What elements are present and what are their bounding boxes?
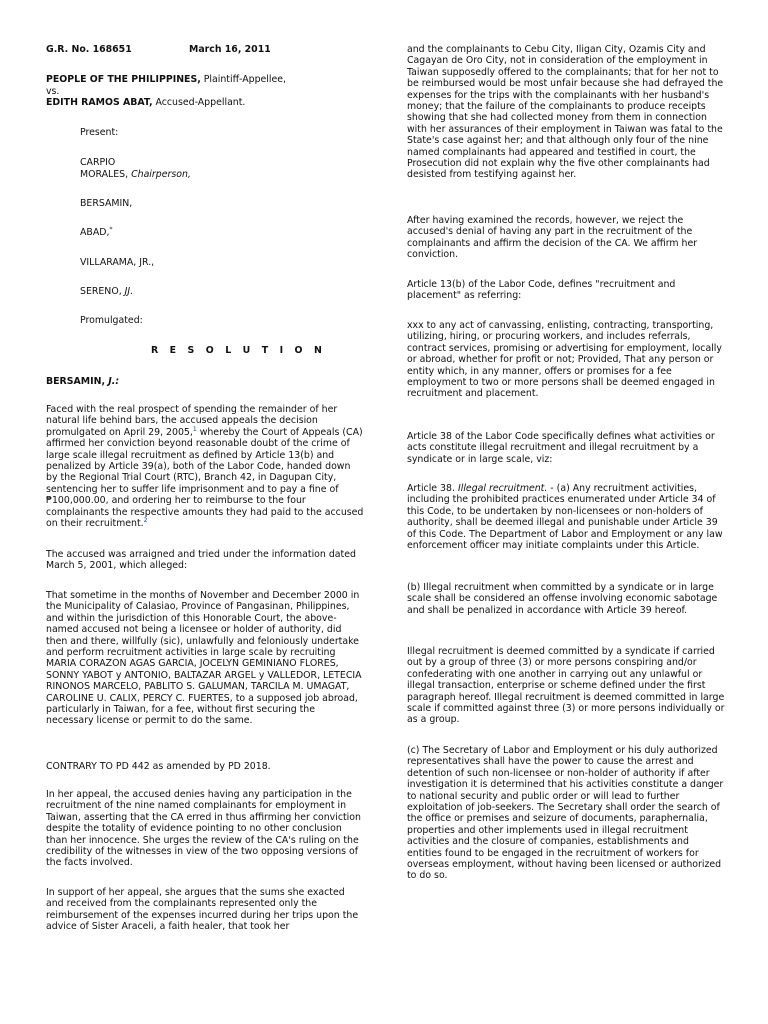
- right-paragraph-3: Article 13(b) of the Labor Code, defines "recruitment and placement" as referring:: [407, 279, 676, 302]
- justice-abad: ABAD,: [80, 227, 110, 238]
- left-p1-text-b: whereby the Court of Appeals (CA) affirmed her conviction beyond reasonable doubt of the crime of large scale illegal recruitment as defined by Article 13(b) and penalized by Article 39(a), both of the Labor Code, handed down by the Regional Trial Court (RTC), Branch 42, in Dagupan City, sentencing her to suffer life imprisonment and to pay a fine of ₱100,000.00, and ordering her to reimburse to the four complainants the respective amounts they had paid to the accused on their recruitment.: [46, 426, 364, 530]
- footnote-2-link[interactable]: 2: [143, 516, 148, 524]
- right-paragraph-1: and the complainants to Cebu City, Iligan City, Ozamis City and Cagayan de Oro City, not in consideration of the employment in Taiwan supposedly offered to the complainants; that for her not to be reimbursed would be most unfair because she had defrayed the expenses for the trips with the complainants with her husband's money; that the failure of the complainants to produce receipts showing that she had collected money from them in connection with her assurances of their employment in Taiwan was fatal to the State's case against her; and that although only four of the nine named complainants had appeared and testified in court, the Prosecution did not explain why the five other complainants had desisted from testifying against her.: [407, 44, 724, 181]
- jj-suffix: JJ.: [124, 286, 134, 297]
- right-paragraph-9: (c) The Secretary of Labor and Employment or his duly authorized representatives shall have the power to cause the arrest and detention of such non-licensee or non-holder of authority if after investigation it is determined that his activities constitute a danger to national security and public order or will lead to further exploitation of job-seekers. The Secretary shall order the search of the office or premises and seizure of documents, paraphernalia, properties and other implements used in illegal recruitment activities and the closure of companies, establishments and entities found to be engaged in the recruitment of workers for overseas employment, without having been licensed or authorized to do so.: [407, 745, 724, 882]
- footnote-1-link[interactable]: 1: [192, 425, 197, 433]
- case-number: G.R. No. 168651: [46, 44, 132, 55]
- justice-abad-line: [80, 227, 360, 238]
- justice-villarama: VILLARAMA, JR.,: [80, 257, 155, 268]
- ponente-suffix: J.:: [108, 376, 120, 387]
- justice-sereno: SERENO,: [80, 286, 125, 297]
- present-label: Present:: [80, 127, 119, 138]
- right-paragraph-7: (b) Illegal recruitment when committed by a syndicate or in large scale shall be considered an offense involving economic sabotage and shall be penalized in accordance with Article 39 hereof.: [407, 582, 718, 616]
- left-paragraph-5: In her appeal, the accused denies having any participation in the recruitment of the nine named complainants for employment in Taiwan, asserting that the CA erred in thus affirming her conviction despite the totality of evidence pointing to no other conclusion than her innocence. She urges the review of the CA's ruling on the credibility of the witnesses in view of the two opposing versions of the facts involved.: [46, 789, 361, 869]
- justice-carpio-line1: CARPIO: [80, 157, 116, 168]
- case-date: March 16, 2011: [189, 44, 271, 55]
- justice-carpio-morales: MORALES,: [80, 169, 132, 180]
- ponente-name: BERSAMIN,: [46, 376, 109, 387]
- promulgated-label: Promulgated:: [80, 315, 143, 326]
- defendant-role: Accused-Appellant.: [152, 97, 246, 108]
- justice-bersamin: BERSAMIN,: [80, 198, 133, 209]
- article-38-title: Illegal recruitment.: [457, 483, 548, 494]
- right-paragraph-4: xxx to any act of canvassing, enlisting, contracting, transporting, utilizing, hiring, or procuring workers, and includes referrals, contract services, promising or advertising for employment, locally or abroad, whether for profit or not; Provided, That any person or entity which, in any manner, offers or promises for a fee employment to two or more persons shall be deemed engaged in recruitment and placement.: [407, 320, 722, 400]
- left-paragraph-4: CONTRARY TO PD 442 as amended by PD 2018.: [46, 761, 271, 772]
- defendant-line: [46, 97, 376, 108]
- defendant-name: EDITH RAMOS ABAT,: [46, 97, 153, 108]
- right-paragraph-6: [407, 483, 725, 551]
- left-paragraph-1: [46, 404, 364, 529]
- ponente-line: [46, 376, 119, 387]
- chairperson-title: Chairperson,: [131, 169, 191, 180]
- right-paragraph-2: After having examined the records, however, we reject the accused's denial of having any part in the recruitment of the complainants and affirm the decision of the CA. We affirm her conviction.: [407, 215, 698, 261]
- right-paragraph-5: Article 38 of the Labor Code specifically defines what activities or acts constitute illegal recruitment and illegal recruitment by a syndicate or in large scale, viz:: [407, 431, 715, 465]
- left-paragraph-2: The accused was arraigned and tried under the information dated March 5, 2001, which alleged:: [46, 549, 356, 572]
- right-paragraph-8: Illegal recruitment is deemed committed by a syndicate if carried out by a group of three (3) or more persons conspiring and/or confederating with one another in carrying out any unlawful or illegal transaction, enterprise or scheme defined under the first paragraph hereof. Illegal recruitment is deemed committed in large scale if committed against three (3) or more persons individually or as a group.: [407, 646, 725, 726]
- left-paragraph-6: In support of her appeal, she argues that the sums she exacted and received from the complainants represented only the reimbursement of the expenses incurred during her trips upon the advice of Sister Araceli, a faith healer, that took her: [46, 887, 359, 933]
- article-38-body: - (a) Any recruitment activities, including the prohibited practices enumerated under Article 34 of this Code, to be undertaken by non-licensees or non-holders of authority, shall be deemed illegal and punishable under Article 39 of this Code. The Department of Labor and Employment or any law enforcement officer may initiate complaints under this Article.: [407, 483, 723, 552]
- justice-sereno-line: [80, 286, 360, 297]
- versus-text: vs.: [46, 86, 60, 97]
- resolution-heading: R E S O L U T I O N: [151, 345, 326, 356]
- left-p1-text-a: Faced with the real prospect of spending the remainder of her natural life behind bars, the accused appeals the decision promulgated on April 29, 2005,: [46, 404, 338, 438]
- article-38-lead: Article 38.: [407, 483, 458, 494]
- plaintiff-role: Plaintiff-Appellee,: [200, 74, 287, 85]
- left-paragraph-3: That sometime in the months of November and December 2000 in the Municipality of Calasiao, Province of Pangasinan, Philippines, and within the jurisdiction of this Honorable Court, the above-named accused not being a licensee or holder of authority, did then and there, willfully (sic), unlawfully and feloniously undertake and perform recruitment activities in large scale by recruiting MARIA CORAZON AGAS GARCIA, JOCELYN GEMINIANO FLORES, SONNY YABOT y ANTONIO, BALTAZAR ARGEL y VALLEDOR, LETECIA RINONOS MARCELO, PABLITO S. GALUMAN, TARCILA M. UMAGAT, CAROLINE U. CALIX, PERCY C. FUERTES, to a supposed job abroad, particularly in Taiwan, for a fee, without first securing the necessary license or permit to do the same.: [46, 590, 362, 727]
- plaintiff-line: [46, 74, 376, 85]
- justice-carpio-line2: [80, 169, 360, 180]
- plaintiff-name: PEOPLE OF THE PHILIPPINES,: [46, 74, 201, 85]
- abad-footnote-mark: *: [109, 225, 113, 233]
